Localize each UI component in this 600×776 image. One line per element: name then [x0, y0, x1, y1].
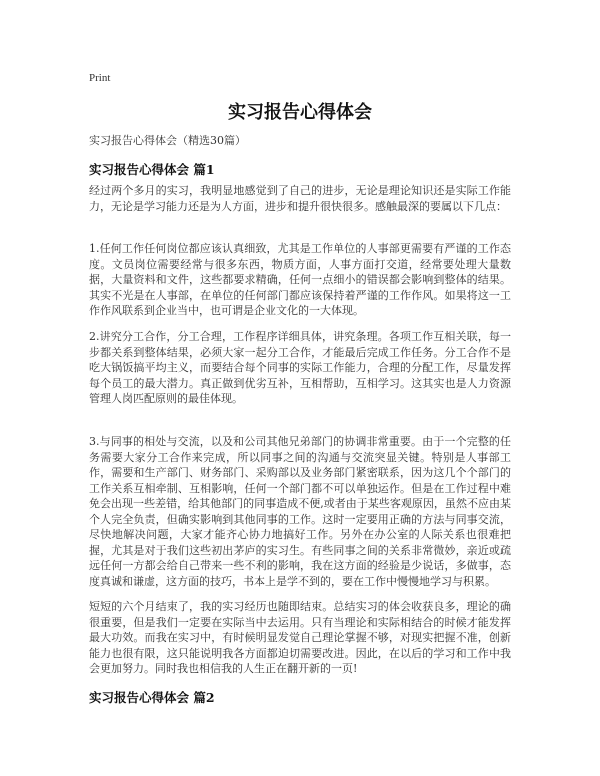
paragraph-point-1: 1.任何工作任何岗位都应该认真细致，尤其是工作单位的人事部更需要有严谨的工作态度。文员岗位需要经常与很多东西，物质方面，人事方面打交道，经常要处理大量数据，大量资料和文件，这些都要求精确，任何一点细小的错误都会影响到整体的结果。其实不光是在人事部，在单位的任何部门都应该保持着严谨的工作作风。如果将这一工作作风联系到企业当中，也可谓是企业文化的一大体现。 [89, 242, 511, 317]
paragraph-point-2: 2.讲究分工合作，分工合理，工作程序详细具体，讲究条理。各项工作互相关联，每一步都关系到整体结果，必须大家一起分工合作，才能最后完成工作任务。分工合作不是吃大锅饭搞平均主义，而要结合每个同事的实际工作能力，合理的分配工作，尽量发挥每个员工的最大潜力。真正做到优劣互补，互相帮助，互相学习。这其实也是人力资源管理人岗匹配原则的最佳体现。 [89, 330, 511, 405]
paragraph-summary: 短短的六个月结束了，我的实习经历也随即结束。总结实习的体会收获良多，理论的确很重要，但是我们一定要在实际当中去运用。只有当理论和实际相结合的时候才能发挥最大功效。而我在实习中，有时候明显发觉自己理论掌握不够，对现实把握不准，创新能力也很有限，这只能说明我各方面都迫切需要改进。因此，在以后的学习和工作中我会更加努力。同时我也相信我的人生正在翻开新的一页! [89, 600, 511, 675]
paragraph-intro: 经过两个多月的实习，我明显地感觉到了自己的进步，无论是理论知识还是实际工作能力，无论是学习能力还是为人方面，进步和提升很快很多。感触最深的要属以下几点： [89, 184, 511, 213]
section-heading-1: 实习报告心得体会 篇1 [89, 162, 215, 177]
paragraph-point-3: 3.与同事的相处与交流，以及和公司其他兄弟部门的协调非常重要。由于一个完整的任务需要大家分工合作来完成，所以同事之间的沟通与交流突显关键。特别是人事部工作，需要和生产部门、财务部门、采购部以及业务部门紧密联系，因为这几个个部门的工作关系互相牵制、互相影响，任何一个部门都不可以单独运作。但是在工作过程中难免会出现一些差错，给其他部门的同事造成不便,或者由于某些客观原因，虽然不应由某个人完全负责，但确实影响到其他同事的工作。这时一定要用正确的方法与同事交流，尽快地解决问题，大家才能齐心协力地搞好工作。另外在办公室的人际关系也很难把握，尤其是对于我们这些初出茅庐的实习生。有些同事之间的关系非常微妙，亲近或疏远任何一方都会给自己带来一些不利的影响，我在这方面的经验是少说话，多做事，态度真诚和谦虚，这方面的技巧，书本上是学不到的，要在工作中慢慢地学习与积累。 [89, 435, 511, 588]
document-subtitle: 实习报告心得体会（精选30篇） [89, 134, 246, 147]
page-title: 实习报告心得体会 [228, 102, 372, 123]
print-link[interactable]: Print [89, 72, 111, 84]
section-heading-2: 实习报告心得体会 篇2 [89, 690, 215, 705]
